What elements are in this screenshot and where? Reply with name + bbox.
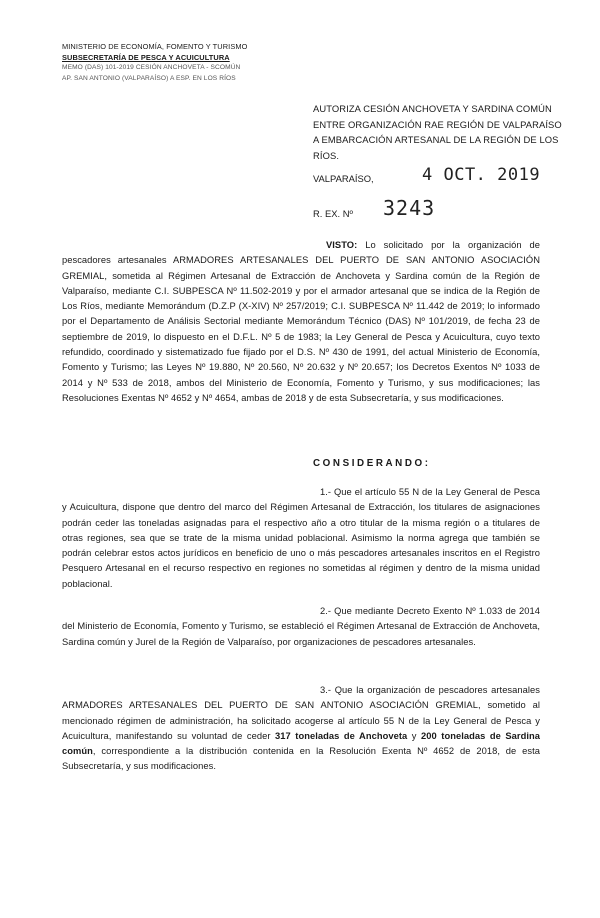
- subsecretaria-name: SUBSECRETARÍA DE PESCA Y ACUICULTURA: [62, 52, 230, 62]
- considerando-2: [62, 604, 540, 650]
- considerando-heading: CONSIDERANDO:: [313, 458, 431, 469]
- considerando-3: [62, 683, 540, 775]
- letterhead: [62, 42, 282, 84]
- visto-paragraph: [62, 238, 540, 406]
- visto-text: Lo solicitado por la organización de pescadores artesanales ARMADORES ARTESANALES DEL PUERTO DE SAN ANTONIO ASOCIACIÓN GREMIAL, sometida al Régimen Artesanal de Extracción de Anchoveta y Sardina común de la Región de Valparaíso, mediante C.I. SUBPESCA Nº 11.502-2019 y por el armador artesanal que se indica de la Región de Los Ríos, mediante Memorándum (D.Z.P (X-XIV) Nº 257/2019; C.I. SUBPESCA Nº 11.442 de 2019; lo informado por el Departamento de Análisis Sectorial mediante Memorándum Técnico (DAS) Nº 101/2019, de fecha 23 de septiembre de 2019, lo dispuesto en el D.F.L. Nº 5 de 1983; la Ley General de Pesca y Acuicultura, cuyo texto refundido, coordinado y sistematizado fue fijado por el D.S. Nº 430 de 1991, del actual Ministerio de Economía, Fomento y Turismo; las Leyes Nº 19.880, Nº 20.560, Nº 20.632 y Nº 20.657; los Decretos Exentos Nº 1033 de 2014 y Nº 533 de 2018, ambos del Ministerio de Economía, Fomento y Turismo, y sus modificaciones; las Resoluciones Exentas Nº 4652 y Nº 4654, ambas de 2018 y de esta Subsecretaría, y sus modificaciones.: [62, 240, 540, 403]
- considerando-2-text: 2.- Que mediante Decreto Exento Nº 1.033 de 2014 del Ministerio de Economía, Fomento y Turismo, se estableció el Régimen Artesanal de Extracción de Anchoveta, Sardina común y Jurel de la Región de Valparaíso, por organizaciones de pescadores artesanales.: [62, 606, 540, 647]
- resolution-number-label: R. EX. Nº: [313, 208, 353, 219]
- memo-reference-line-2: AP. SAN ANTONIO (VALPARAÍSO) A ESP. EN LOS RÍOS: [62, 74, 236, 82]
- considerando-3-text-b: y: [407, 730, 422, 741]
- anchoveta-tonnage: 317 toneladas de Anchoveta: [275, 730, 408, 741]
- resolution-number: 3243: [383, 196, 436, 220]
- place-label: VALPARAÍSO,: [313, 173, 374, 184]
- memo-reference-line-1: MEMO (DAS) 101-2019 CESIÓN ANCHOVETA - SCOMÚN: [62, 64, 241, 71]
- considerando-1: [62, 485, 540, 592]
- resolution-title: AUTORIZA CESIÓN ANCHOVETA Y SARDINA COMÚN ENTRE ORGANIZACIÓN RAE REGIÓN DE VALPARAÍSO A EMBARCACIÓN ARTESANAL DE LA REGIÓN DE LOS RÍOS.: [313, 103, 562, 161]
- considerando-1-text: 1.- Que el artículo 55 N de la Ley General de Pesca y Acuicultura, dispone que dentro del marco del Régimen Artesanal de Extracción, los titulares de asignaciones podrán ceder las toneladas asignadas para el respectivo año a otro titular de la misma región o a titulares de otras regiones, sea que se trate de la misma unidad poblacional. Asimismo la norma agrega que también se podrán celebrar estos actos jurídicos en beneficio de uno o más pescadores artesanales inscritos en el Registro Pesquero Artesanal en el recurso respectivo en regiones no sometidas al régimen y dentro de la misma unidad poblacional.: [62, 487, 540, 589]
- considerando-3-text-c: , correspondiente a la distribución contenida en la Resolución Exenta Nº 4652 de 2018, de esta Subsecretaría, y sus modificaciones.: [62, 746, 540, 772]
- ministry-name: MINISTERIO DE ECONOMÍA, FOMENTO Y TURISMO: [62, 42, 248, 51]
- considerando-3-text-a: 3.- Que la organización de pescadores artesanales ARMADORES ARTESANALES DEL PUERTO DE SAN ANTONIO ASOCIACIÓN GREMIAL, sometido al mencionado régimen de administración, ha solicitado acogerse al artículo 55 N de la Ley General de Pesca y Acuicultura, manifestando su voluntad de ceder: [62, 685, 540, 741]
- resolution-date: 4 OCT. 2019: [422, 165, 541, 185]
- sardina-tonnage: 200 toneladas de Sardina común: [62, 730, 541, 757]
- visto-label: VISTO:: [326, 240, 358, 250]
